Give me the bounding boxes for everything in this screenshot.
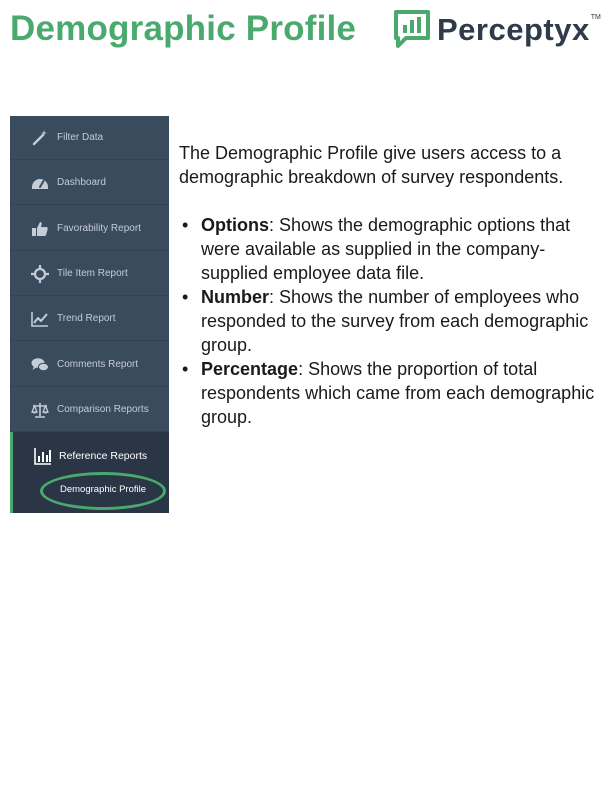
- logo-wordmark: Perceptyx: [437, 12, 590, 47]
- feature-list: [179, 213, 609, 429]
- sidebar-item-label: Tile Item Report: [57, 268, 128, 279]
- bar-chart-icon: [33, 446, 53, 466]
- sidebar-subitem-demographic-profile[interactable]: Demographic Profile: [60, 484, 147, 495]
- sidebar-item-label: Comments Report: [57, 359, 139, 370]
- list-item: [179, 285, 609, 357]
- sidebar-item-label: Reference Reports: [59, 450, 148, 462]
- sidebar-item-label: Filter Data: [57, 132, 104, 143]
- sidebar-item-trend-report[interactable]: [10, 297, 169, 341]
- speech-bubble-chart-icon: [392, 8, 432, 52]
- sidebar-item-label: Dashboard: [57, 177, 106, 188]
- list-item-term: Number: [201, 287, 270, 307]
- sidebar-item-dashboard[interactable]: [10, 161, 169, 205]
- sidebar-item-reference-reports[interactable]: [13, 446, 147, 466]
- sidebar-item-filter-data[interactable]: [10, 116, 169, 160]
- sidebar-item-favorability-report[interactable]: [10, 207, 169, 251]
- list-item-text: : Shows the number of employees who responded to the survey from each demographic group.: [201, 287, 589, 355]
- chat-bubbles-icon: [30, 355, 50, 375]
- bullet-icon: •: [182, 287, 189, 307]
- sidebar-item-label: Favorability Report: [57, 223, 141, 234]
- bullet-icon: •: [182, 215, 189, 235]
- sidebar-nav: [10, 116, 169, 513]
- speedometer-icon: [30, 173, 50, 193]
- list-item: [179, 357, 609, 429]
- wand-icon: [30, 128, 50, 148]
- perceptyx-logo: [392, 8, 601, 52]
- logo-trademark: TM: [590, 14, 601, 21]
- highlight-ellipse: [40, 472, 166, 510]
- list-item-term: Percentage: [201, 359, 299, 379]
- crosshair-icon: [30, 264, 50, 284]
- trend-line-icon: [30, 309, 50, 329]
- bullet-icon: •: [182, 359, 189, 379]
- description-content: [179, 141, 609, 429]
- intro-paragraph: The Demographic Profile give users access to a demographic breakdown of survey respondents.: [179, 143, 564, 187]
- sidebar-item-label: Trend Report: [57, 313, 116, 324]
- list-item-text: : Shows the demographic options that were available as supplied in the company-supplied employee data file.: [201, 215, 571, 283]
- list-item-term: Options: [201, 215, 269, 235]
- list-item: [179, 213, 609, 285]
- scale-icon: [30, 400, 50, 420]
- list-item-text: : Shows the proportion of total respondents which came from each demographic group.: [201, 359, 595, 427]
- sidebar-item-tile-item-report[interactable]: [10, 252, 169, 296]
- sidebar-item-label: Comparison Reports: [57, 404, 149, 415]
- page-title: Demographic Profile: [10, 9, 357, 48]
- sidebar-item-comparison-reports[interactable]: [10, 388, 169, 432]
- thumbs-up-icon: [30, 219, 50, 239]
- sidebar-item-comments-report[interactable]: [10, 343, 169, 387]
